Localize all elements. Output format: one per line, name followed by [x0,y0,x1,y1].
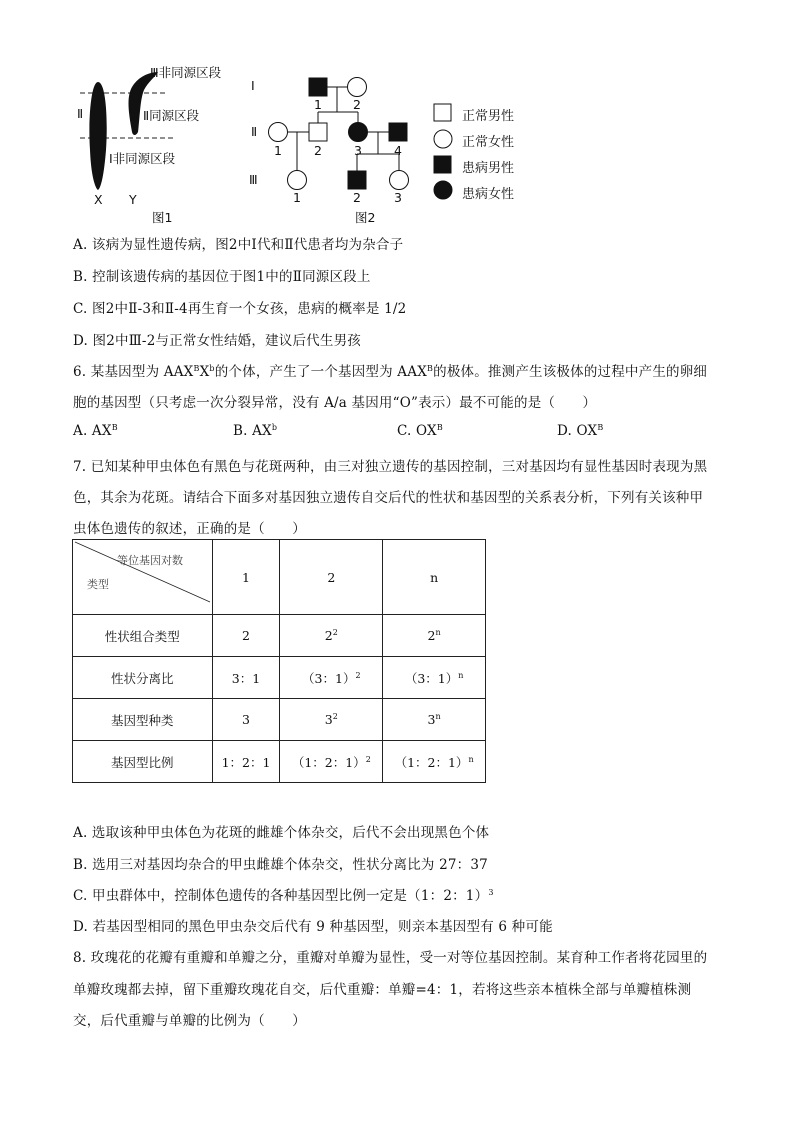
q7-stem-line-1: 7. 已知某种甲虫体色有黑色与花斑两种，由三对独立遗传的基因控制，三对基因均有显性基因时表现为黑 [73,459,708,475]
q6-option-d: D. $OX^B$ [557,423,604,439]
q8-stem-line-1: 8. 玫瑰花的花瓣有重瓣和单瓣之分，重瓣对单瓣为显性，受一对等位基因控制。某育种工作者将花园里的 [73,950,708,966]
individual-II-2 [309,123,327,141]
genotype-ratio-table [72,539,486,783]
q8-stem-line-3: 交，后代重瓣与单瓣的比例为（ ） [73,1013,306,1029]
q5-option-b: B. 控制该遗传病的基因位于图1中的Ⅱ同源区段上 [73,269,371,285]
table-header-row [73,540,486,615]
legend-affected-female: 患病女性 [462,187,515,202]
row-label: 基因型比例 [73,741,213,783]
table-row: 基因型种类 3 $3^2$ 3$^n$ [73,699,486,741]
q7-stem-line-3: 虫体色遗传的叙述，正确的是（ ） [73,521,306,537]
corner-top-label: 等位基因对数 [117,554,183,567]
x-chromosome [89,82,106,190]
label-III-1: 1 [293,190,301,205]
label-II-3: 3 [354,143,362,158]
generation-I-label: Ⅰ [251,78,255,93]
legend-affected-male-icon [434,156,451,173]
label-III-3: 3 [394,190,402,205]
pedigree-chart [260,70,430,200]
label-I-2: 2 [353,97,361,112]
q7-option-b: B. 选用三对基因均杂合的甲虫雌雄个体杂交，性状分离比为 27：37 [73,857,488,873]
label-II-1: 1 [274,143,282,158]
q7-option-d: D. 若基因型相同的黑色甲虫杂交后代有 9 种基因型，则亲本基因型有 6 种可能 [73,919,553,935]
label-III-2: 2 [353,190,361,205]
q6-stem-line-2: 胞的基因型（只考虑一次分裂异常，没有 A/a 基因用“O”表示）最不可能的是（ ） [73,395,597,411]
label-II-4: 4 [394,143,402,158]
individual-I-1 [309,78,327,96]
legend-affected-female-icon [434,181,452,199]
header-col-2: 2 [280,540,383,615]
region-3-label: Ⅲ非同源区段 [150,65,222,80]
q6-option-a: A. $AX^B$ [73,423,118,439]
q5-option-a: A. 该病为显性遗传病，图2中Ⅰ代和Ⅱ代患者均为杂合子 [73,237,404,253]
diagonal-divider [75,542,210,602]
figure-1-caption: 图1 [152,210,173,225]
y-chromosome-label: Y [129,192,137,207]
legend-affected-male: 患病男性 [462,161,515,176]
table-row: 性状组合类型 2 $2^2$ 2$^n$ [73,615,486,657]
individual-III-3 [390,171,409,190]
table-row: 性状分离比 3：1 （3：1）$^2$ （3：1）$^n$ [73,657,486,699]
q6-stem-line-1: 6. 某基因型为 $AAX^BX^b$的个体，产生了一个基因型为 $AAX^B$的极体。推测产生该极体的过程中产生的卵细 [73,364,708,380]
q7-stem-line-2: 色，其余为花斑。请结合下面多对基因独立遗传自交后代的性状和基因型的关系表分析，下列有关该种甲 [73,490,704,506]
individual-I-2 [348,78,367,97]
table-row: 基因型比例 1：2：1 （1：2：1）$^2$ （1：2：1）$^n$ [73,741,486,783]
generation-II-label: Ⅱ [251,124,258,139]
corner-bottom-label: 类型 [87,578,109,591]
q7-option-c: C. 甲虫群体中，控制体色遗传的各种基因型比例一定是（1：2：1）$^3$ [73,888,494,904]
q8-stem-line-2: 单瓣玫瑰都去掉，留下重瓣玫瑰花自交，后代重瓣：单瓣=4：1，若将这些亲本植株全部与单瓣植株测 [73,982,692,998]
x-chromosome-label: X [94,192,103,207]
individual-III-2 [348,171,366,189]
legend-normal-female-icon [434,130,452,148]
region-1-label: Ⅰ非同源区段 [109,151,176,166]
chromosome-diagram [70,60,250,210]
individual-II-1 [269,123,288,142]
figure-2-caption: 图2 [355,210,376,225]
q5-option-c: C. 图2中Ⅱ-3和Ⅱ-4再生育一个女孩，患病的概率是 1/2 [73,301,407,317]
q6-option-b: B. $AX^b$ [233,423,278,439]
row-label: 基因型种类 [73,699,213,741]
region-2-label: Ⅱ同源区段 [143,108,200,123]
header-col-n: n [383,540,486,615]
y-chromosome [129,72,159,135]
individual-III-1 [288,171,307,190]
legend-symbols [432,102,460,202]
label-I-1: 1 [314,97,322,112]
q7-option-a: A. 选取该种甲虫体色为花斑的雌雄个体杂交，后代不会出现黑色个体 [73,825,490,841]
individual-II-4 [389,123,407,141]
individual-II-3 [349,123,368,142]
row-label: 性状分离比 [73,657,213,699]
table-corner-cell [73,540,213,615]
generation-III-label: Ⅲ [249,172,258,187]
q6-option-c: C. $OX^B$ [397,423,443,439]
q5-option-d: D. 图2中Ⅲ-2与正常女性结婚，建议后代生男孩 [73,333,361,349]
label-II-2: 2 [314,143,322,158]
header-col-1: 1 [212,540,280,615]
region-2-mark: Ⅱ [77,106,84,121]
legend-normal-male-icon [434,104,451,121]
row-label: 性状组合类型 [73,615,213,657]
legend-normal-male: 正常男性 [462,109,515,124]
legend-normal-female: 正常女性 [462,135,515,150]
